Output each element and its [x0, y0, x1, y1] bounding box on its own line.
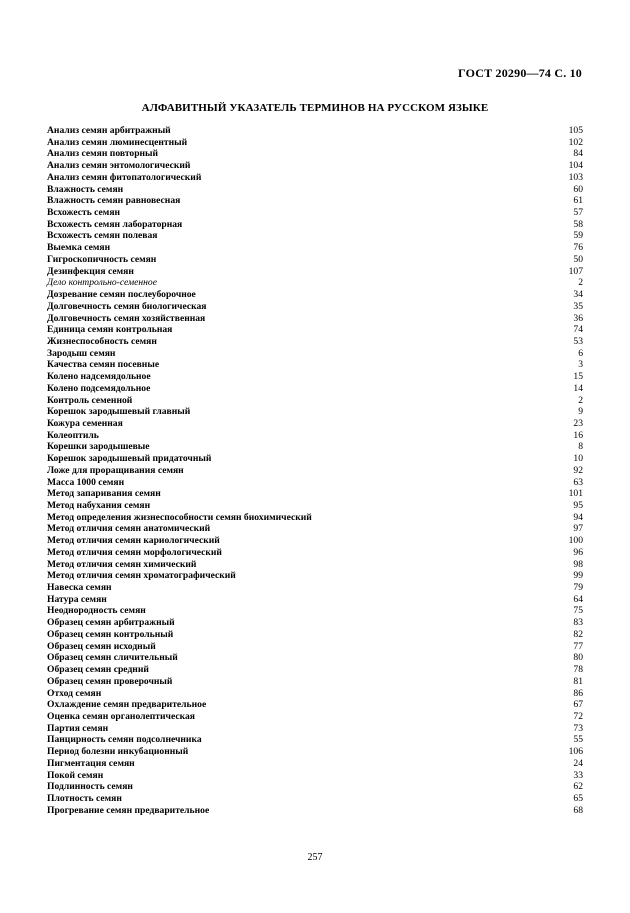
index-entry: [47, 242, 583, 254]
index-term: Образец семян контрольный: [47, 628, 174, 640]
index-term-number: 23: [573, 417, 583, 429]
index-entry: [47, 652, 583, 664]
index-term-number: 2: [578, 394, 583, 406]
index-entry: [47, 184, 583, 196]
index-term: Единица семян контрольная: [47, 324, 173, 336]
index-term-number: 75: [573, 605, 583, 617]
index-entry: [47, 125, 583, 137]
index-entry: [47, 664, 583, 676]
index-term: Контроль семенной: [47, 394, 133, 406]
index-term: Образец семян средний: [47, 664, 149, 676]
page-number: 257: [307, 852, 323, 863]
index-entry: [47, 523, 583, 535]
index-term-number: 10: [573, 453, 583, 465]
index-entry: [47, 219, 583, 231]
index-entry: [47, 488, 583, 500]
index-term-number: 106: [568, 746, 583, 758]
index-term: Партия семян: [47, 722, 109, 734]
index-entry: [47, 559, 583, 571]
index-term: Кожура семенная: [47, 417, 123, 429]
index-term-number: 79: [573, 582, 583, 594]
index-term: Натура семян: [47, 593, 107, 605]
index-term: Колеоптиль: [47, 429, 99, 441]
index-entry: [47, 430, 583, 442]
index-entry: [47, 137, 583, 149]
index-entry: [47, 676, 583, 688]
index-term-number: 83: [573, 617, 583, 629]
index-term-number: 72: [573, 710, 583, 722]
index-entry: [47, 641, 583, 653]
index-entry: [47, 582, 583, 594]
index-term-number: 97: [573, 523, 583, 535]
index-entry: [47, 418, 583, 430]
index-term: Дело контрольно-семенное: [47, 277, 157, 289]
index-term-number: 63: [573, 476, 583, 488]
index-term-number: 80: [573, 652, 583, 664]
index-term-number: 67: [573, 699, 583, 711]
index-term-number: 14: [573, 382, 583, 394]
index-term: Анализ семян повторный: [47, 148, 159, 160]
index-term: Анализ семян фитопатологический: [47, 171, 202, 183]
index-entry: [47, 594, 583, 606]
index-term: Подлинность семян: [47, 781, 133, 793]
index-term-number: 81: [573, 675, 583, 687]
index-term-number: 103: [568, 171, 583, 183]
index-entry: [47, 793, 583, 805]
index-term: Дезинфекция семян: [47, 265, 134, 277]
index-term: Пигментация семян: [47, 757, 135, 769]
index-term: Плотность семян: [47, 792, 122, 804]
index-entry: [47, 148, 583, 160]
index-term: Оценка семян органолептическая: [47, 710, 195, 722]
index-entry: [47, 441, 583, 453]
index-entry: [47, 266, 583, 278]
index-entry: [47, 535, 583, 547]
index-entry: [47, 805, 583, 817]
index-entry: [47, 348, 583, 360]
index-term-number: 74: [573, 324, 583, 336]
index-term: Образец семян исходный: [47, 640, 156, 652]
index-term: Масса 1000 семян: [47, 476, 125, 488]
index-entry: [47, 547, 583, 559]
index-term-number: 2: [578, 277, 583, 289]
index-term: Образец семян проверочный: [47, 675, 173, 687]
index-term-number: 57: [573, 207, 583, 219]
index-term: Колено надсемядольное: [47, 371, 151, 383]
index-term: Метод набухания семян: [47, 500, 151, 511]
index-term: Ложе для проращивания семян: [47, 464, 184, 476]
index-term-number: 3: [578, 359, 583, 371]
index-term: Прогревание семян предварительное: [47, 804, 210, 816]
index-term-number: 33: [573, 769, 583, 781]
index-term-number: 99: [573, 570, 583, 582]
index-term-number: 68: [573, 804, 583, 816]
index-term-number: 59: [573, 230, 583, 242]
index-term: Анализ семян энтомологический: [47, 160, 191, 172]
index-term: Всхожесть семян полевая: [47, 230, 158, 242]
index-term-number: 104: [568, 160, 583, 172]
index-term-number: 36: [573, 312, 583, 324]
index-entry: [47, 746, 583, 758]
index-term: Выемка семян: [47, 242, 111, 254]
index-term-number: 78: [573, 664, 583, 676]
index-term: Образец семян арбитражный: [47, 617, 175, 629]
index-entry: [47, 230, 583, 242]
index-term: Анализ семян арбитражный: [47, 125, 171, 136]
index-entry: [47, 570, 583, 582]
index-entry: [47, 723, 583, 735]
index-term: Период болезни инкубационный: [47, 746, 189, 758]
index-term-number: 60: [573, 183, 583, 195]
index-term: Гигроскопичность семян: [47, 253, 157, 265]
index-entry: [47, 160, 583, 172]
index-term: Метод отличия семян хроматографический: [47, 570, 236, 582]
index-term-number: 77: [573, 640, 583, 652]
index-term-number: 61: [573, 195, 583, 207]
index-entry: [47, 500, 583, 512]
index-term-number: 92: [573, 464, 583, 476]
index-term-number: 35: [573, 300, 583, 312]
index-entry: [47, 781, 583, 793]
index-term-number: 8: [578, 441, 583, 453]
index-entry: [47, 313, 583, 325]
index-term: Дозревание семян послеуборочное: [47, 289, 196, 301]
index-term: Панцирность семян подсолнечника: [47, 734, 202, 746]
index-entry: [47, 195, 583, 207]
index-term-number: 6: [578, 347, 583, 359]
index-entry: [47, 371, 583, 383]
term-index-list: [47, 125, 583, 816]
index-term: Метод отличия семян морфологический: [47, 546, 222, 558]
index-title: АЛФАВИТНЫЙ УКАЗАТЕЛЬ ТЕРМИНОВ НА РУССКОМ ЯЗЫКЕ: [141, 102, 489, 114]
index-term: Долговечность семян биологическая: [47, 300, 207, 312]
index-term: Влажность семян равновесная: [47, 195, 181, 207]
index-term: Долговечность семян хозяйственная: [47, 312, 206, 324]
index-entry: [47, 207, 583, 219]
index-term-number: 62: [573, 781, 583, 793]
index-entry: [47, 605, 583, 617]
index-term: Анализ семян люминесцентный: [47, 136, 188, 148]
index-term: Метод запаривания семян: [47, 488, 161, 500]
index-entry: [47, 734, 583, 746]
index-entry: [47, 453, 583, 465]
index-term-number: 50: [573, 253, 583, 265]
index-term-number: 73: [573, 722, 583, 734]
index-entry: [47, 512, 583, 524]
index-entry: [47, 395, 583, 407]
index-term-number: 16: [573, 429, 583, 441]
index-entry: [47, 477, 583, 489]
index-term: Корешок зародышевый главный: [47, 406, 191, 418]
index-term-number: 86: [573, 687, 583, 699]
index-entry: [47, 289, 583, 301]
index-entry: [47, 688, 583, 700]
index-entry: [47, 254, 583, 266]
index-entry: [47, 172, 583, 184]
index-entry: [47, 711, 583, 723]
index-entry: [47, 770, 583, 782]
index-term-number: 98: [573, 558, 583, 570]
index-term: Влажность семян: [47, 183, 124, 195]
index-term: Качества семян посевные: [47, 359, 160, 371]
index-term-number: 95: [573, 500, 583, 511]
index-term-number: 105: [568, 125, 583, 136]
index-term: Жизнеспособность семян: [47, 335, 157, 347]
index-entry: [47, 277, 583, 289]
index-term: Зародыш семян: [47, 347, 116, 359]
index-entry: [47, 336, 583, 348]
index-entry: [47, 629, 583, 641]
index-term-number: 34: [573, 289, 583, 301]
index-term: Метод отличия семян анатомический: [47, 523, 211, 535]
index-entry: [47, 465, 583, 477]
index-entry: [47, 359, 583, 371]
index-term-number: 96: [573, 546, 583, 558]
index-term-number: 15: [573, 371, 583, 383]
index-term-number: 55: [573, 734, 583, 746]
index-term-number: 94: [573, 511, 583, 523]
index-term-number: 76: [573, 242, 583, 254]
index-term: Покой семян: [47, 769, 104, 781]
index-term-number: 9: [578, 406, 583, 418]
index-term: Всхожесть семян: [47, 207, 121, 219]
index-entry: [47, 324, 583, 336]
index-term: Неоднородность семян: [47, 605, 146, 617]
index-entry: [47, 758, 583, 770]
index-entry: [47, 301, 583, 313]
index-term: Метод отличия семян химический: [47, 558, 197, 570]
index-term-number: 82: [573, 628, 583, 640]
index-term-number: 100: [568, 535, 583, 547]
index-term-number: 53: [573, 335, 583, 347]
index-term: Корешок зародышевый придаточный: [47, 453, 212, 465]
index-term: Метод определения жизнеспособности семян биохимический: [47, 511, 312, 523]
index-term-number: 58: [573, 218, 583, 230]
index-term: Отход семян: [47, 687, 102, 699]
index-term: Корешки зародышевые: [47, 441, 150, 453]
index-term: Охлаждение семян предварительное: [47, 699, 207, 711]
index-entry: [47, 617, 583, 629]
index-term: Колено подсемядольное: [47, 382, 151, 394]
index-term-number: 65: [573, 792, 583, 804]
index-term-number: 84: [573, 148, 583, 160]
index-term: Образец семян сличительный: [47, 652, 178, 664]
document-header: ГОСТ 20290—74 С. 10: [458, 66, 582, 80]
index-term-number: 107: [568, 265, 583, 277]
index-term: Всхожесть семян лабораторная: [47, 218, 183, 230]
index-term-number: 24: [573, 757, 583, 769]
index-term-number: 101: [568, 488, 583, 500]
index-entry: [47, 699, 583, 711]
index-term-number: 64: [573, 593, 583, 605]
index-entry: [47, 383, 583, 395]
index-term: Навеска семян: [47, 582, 112, 594]
index-entry: [47, 406, 583, 418]
index-term-number: 102: [568, 136, 583, 148]
index-term: Метод отличия семян кариологический: [47, 535, 220, 547]
